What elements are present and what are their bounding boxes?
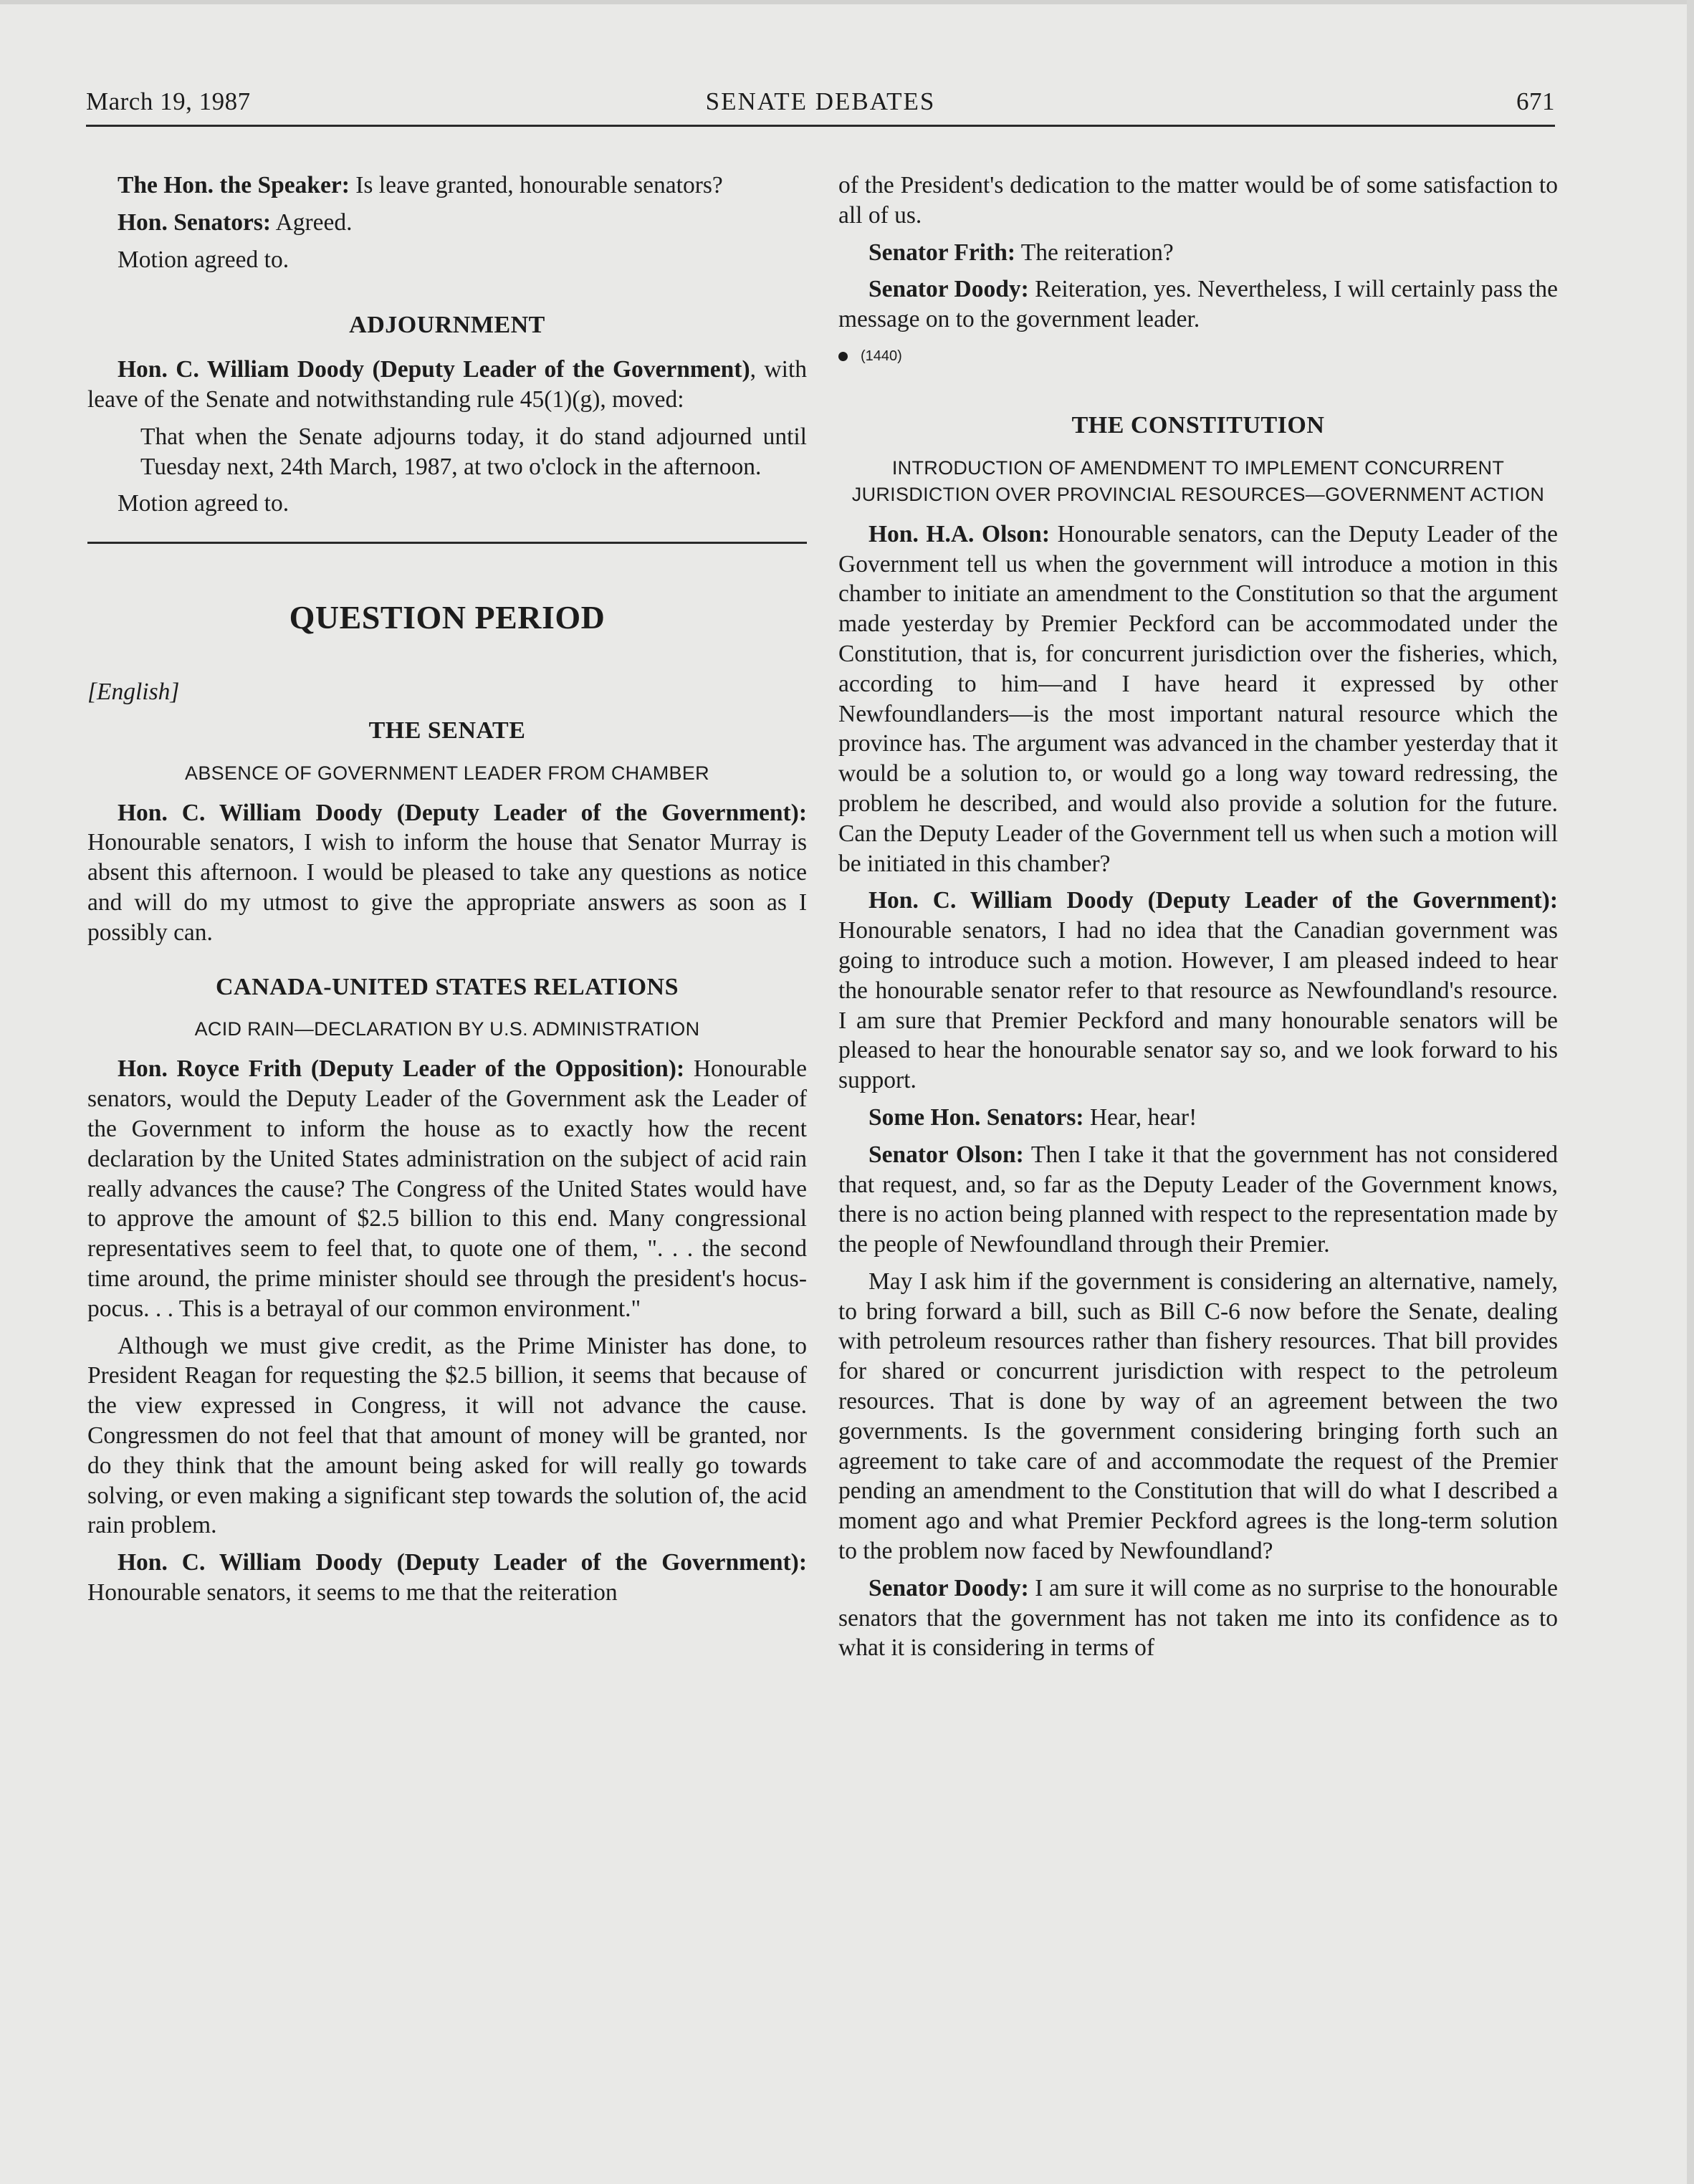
motion-quote: That when the Senate adjourns today, it do stand adjourned until Tuesday next, 24th March, 1987, at two o'clock in the afternoon. [140,423,807,480]
paragraph [87,171,807,201]
time-marker-text: (1440) [861,348,902,364]
header-date: March 19, 1987 [86,87,251,115]
speaker-name: The Hon. the Speaker: [118,172,350,198]
speaker-name: Hon. C. William Doody (Deputy Leader of the Government) [118,356,750,383]
paragraph: Motion agreed to. [118,246,289,273]
paragraph [87,798,807,948]
paragraph [838,1574,1558,1663]
paragraph [838,1140,1558,1260]
speech-text: Is leave granted, honourable senators? [349,172,723,198]
bullet-icon [838,352,848,361]
speech-text: Honourable senators, can the Deputy Leader of the Government tell us when the government will introduce a motion in this chamber to initiate an amendment to the Constitution so that the argument made yesterday by Premier Peckford can be accommodated under the Constitution, that is, for concurrent jurisdiction over the fisheries, which, according to him—and I have heard it expressed by other Newfoundlanders—is the most important natural resource which the province has. The argument was advanced in the chamber yesterday that it would be a solution to, or would go a long way toward redressing, the problem he described, and would also provide a solution for the future. Can the Deputy Leader of the Government tell us when such a motion will be initiated in this chamber? [838,520,1558,877]
speech-text: The reiteration? [1015,239,1174,266]
language-tag: [English] [87,678,180,705]
speaker-name: Senator Doody: [868,276,1029,303]
speaker-name: Senator Doody: [868,1574,1029,1601]
speaker-name: Hon. H.A. Olson: [868,520,1050,547]
speaker-name: Hon. C. William Doody (Deputy Leader of the Government): [118,799,807,826]
paragraph [838,274,1558,335]
paragraph [838,886,1558,1096]
paragraph: May I ask him if the government is considering an alternative, namely, to bring forward a bill, such as Bill C-6 now before the Senate, dealing with petroleum resources rather than fishery resources. That bill provides for shared or concurrent jurisdiction with respect to the petroleum resources. That is done by way of an agreement between the two governments. Is the government considering bringing forth such an agreement to take care of and accommodate the request of the Premier pending an amendment to the Constitution that will do what I described a moment ago and what Premier Peckford agrees is the long-term solution to the problem now faced by Newfoundland? [838,1268,1558,1565]
section-heading-canada-us: CANADA-UNITED STATES RELATIONS [215,973,679,1000]
paragraph [838,1103,1558,1133]
paragraph [87,208,807,238]
section-divider [87,542,807,544]
paragraph [838,238,1558,268]
left-column [87,171,807,1615]
speaker-name: Senator Olson: [868,1141,1024,1168]
speech-text: Honourable senators, I had no idea that the Canadian government was going to introduce such a motion. However, I am pleased indeed to hear the honourable senator refer to that resource as Newfoundland's resource. I am sure that Premier Peckford and many honourable senators will be pleased to hear the honourable senator say so, and we look forward to his support. [838,917,1558,1094]
paragraph: Although we must give credit, as the Prime Minister has done, to President Reagan for requesting the $2.5 billion, it seems that because of the view expressed in Congress, it will not advance the cause. Congressmen do not feel that that amount of money will be granted, nor do they think that the amount being asked for will really go towards solving, or even making a significant step towards the solution of, the acid rain problem. [87,1332,807,1539]
speech-text: Honourable senators, I wish to inform the house that Senator Murray is absent this afternoon. I would be pleased to take any questions as notice and will do my utmost to give the appropriate answers as soon as I possibly can. [87,829,807,946]
time-marker [838,342,1558,372]
speech-text: Agreed. [271,209,353,236]
speech-text: Reiteration, yes. Nevertheless, I will certainly pass the message on to the government leader. [838,276,1558,333]
page-top-edge [0,0,1694,4]
header-page-number: 671 [1516,87,1555,115]
subheading-acid-rain: ACID RAIN—DECLARATION BY U.S. ADMINISTRATION [194,1018,700,1040]
speaker-name: Some Hon. Senators: [868,1103,1084,1131]
section-heading-question-period: QUESTION PERIOD [289,599,606,636]
speech-text: Hear, hear! [1083,1103,1197,1131]
speaker-name: Hon. C. William Doody (Deputy Leader of the Government): [118,1549,807,1576]
subheading-absence: ABSENCE OF GOVERNMENT LEADER FROM CHAMBER [185,762,709,784]
paragraph: Motion agreed to. [118,490,289,517]
paragraph [838,519,1558,879]
paragraph [87,355,807,415]
subheading-amendment: INTRODUCTION OF AMENDMENT TO IMPLEMENT CONCURRENT JURISDICTION OVER PROVINCIAL RESOURCES—GOVERNMENT ACTION [851,456,1545,505]
speech-text: Honourable senators, it seems to me that the reiteration [87,1579,618,1606]
speech-text: Then I take it that the government has not considered that request, and, so far as the Deputy Leader of the Government knows, there is no action being planned with respect to the representation made by the people of Newfoundland through their Premier. [838,1141,1558,1258]
speaker-name: Hon. C. William Doody (Deputy Leader of the Government): [868,887,1558,914]
speech-text: , with leave of the Senate and notwithstanding rule 45(1)(g), moved: [87,356,807,413]
page-right-edge [1687,0,1694,2184]
speech-text: I am sure it will come as no surprise to the honourable senators that the government has not taken me into its confidence as to what it is considering in terms of [838,1574,1559,1662]
speech-text: Honourable senators, would the Deputy Leader of the Government ask the Leader of the Government to inform the house as to exactly how the recent declaration by the United States administration on the subject of acid rain really advances the cause? The Congress of the United States would have to approve the amount of $2.5 billion to this end. Many congressional representatives seem to feel that, to quote one of them, ". . . the second time around, the prime minister should see through the president's hocus-pocus. . . This is a betrayal of our common environment." [87,1055,807,1322]
page-header [86,85,1555,127]
right-column [838,171,1558,1670]
speaker-name: Senator Frith: [868,239,1016,266]
speaker-name: Hon. Senators: [118,209,272,236]
section-heading-senate: THE SENATE [368,717,526,744]
header-title: SENATE DEBATES [705,87,936,115]
paragraph [87,1548,807,1608]
paragraph [87,1054,807,1323]
paragraph: of the President's dedication to the matter would be of some satisfaction to all of us. [838,172,1558,229]
section-heading-constitution: THE CONSTITUTION [1071,411,1325,439]
section-heading-adjournment: ADJOURNMENT [349,312,545,339]
speaker-name: Hon. Royce Frith (Deputy Leader of the Opposition): [118,1055,685,1083]
